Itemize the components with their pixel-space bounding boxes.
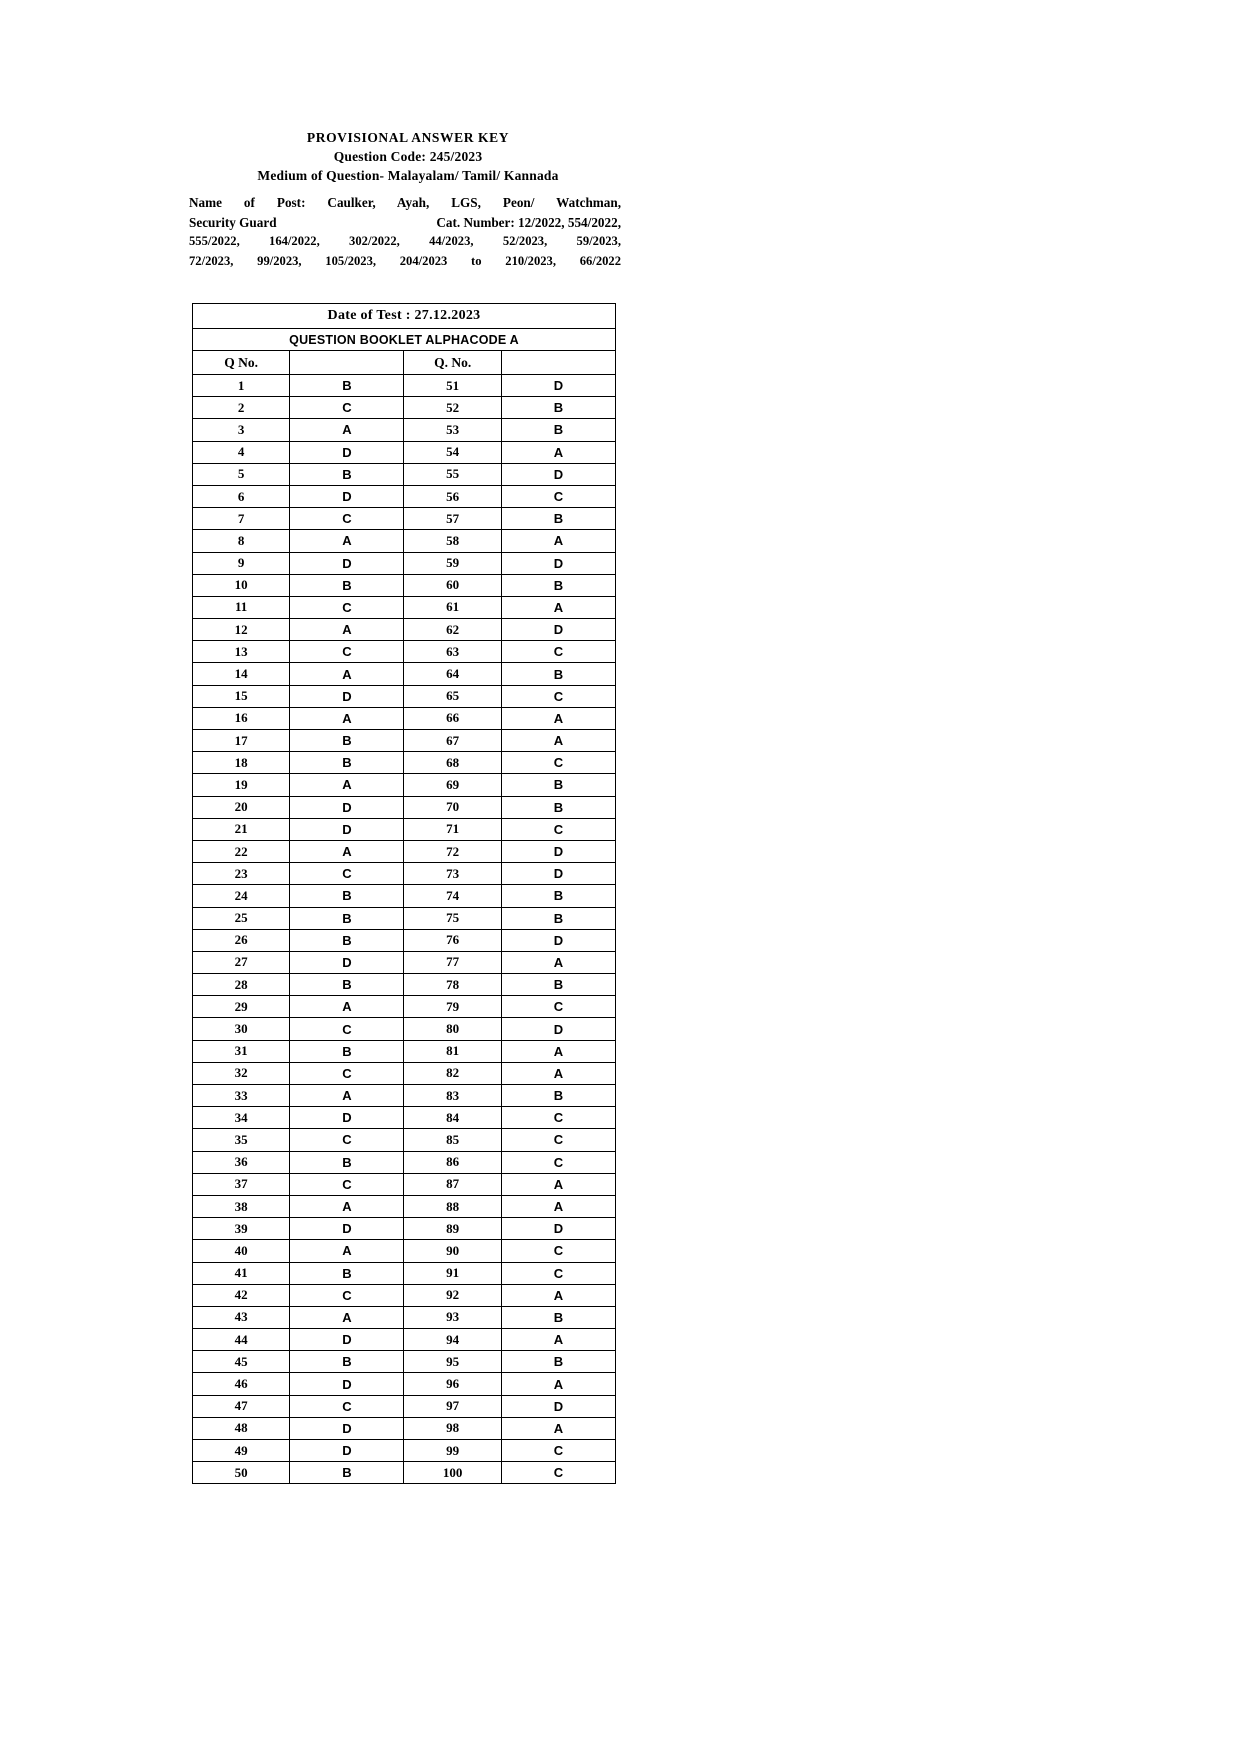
cell-left-answer: C	[290, 1284, 404, 1306]
cell-right-answer: C	[501, 818, 615, 840]
table-row	[193, 730, 616, 752]
cell-right-qno: 68	[404, 752, 501, 774]
cell-right-qno: 58	[404, 530, 501, 552]
table-row	[193, 463, 616, 485]
cell-right-qno: 63	[404, 641, 501, 663]
cell-left-qno: 18	[193, 752, 290, 774]
cell-right-answer: C	[501, 685, 615, 707]
table-row	[193, 1173, 616, 1195]
cell-right-qno: 55	[404, 463, 501, 485]
header-right-qno: Q. No.	[404, 351, 501, 375]
cell-right-qno: 93	[404, 1306, 501, 1328]
cell-right-answer: B	[501, 397, 615, 419]
cell-right-qno: 57	[404, 508, 501, 530]
cell-left-answer: D	[290, 552, 404, 574]
cell-right-answer: A	[501, 1195, 615, 1217]
cell-right-answer: A	[501, 596, 615, 618]
cell-left-qno: 4	[193, 441, 290, 463]
cell-left-qno: 50	[193, 1462, 290, 1484]
cell-right-qno: 91	[404, 1262, 501, 1284]
cell-right-answer: D	[501, 375, 615, 397]
cell-right-qno: 100	[404, 1462, 501, 1484]
table-row	[193, 907, 616, 929]
cell-right-qno: 88	[404, 1195, 501, 1217]
cell-right-qno: 96	[404, 1373, 501, 1395]
medium-of-question-line: Medium of Question- Malayalam/ Tamil/ Kannada	[257, 168, 559, 183]
cell-left-answer: D	[290, 1329, 404, 1351]
cell-right-qno: 82	[404, 1062, 501, 1084]
post-info-block	[189, 193, 621, 271]
cell-right-answer: D	[501, 619, 615, 641]
cell-right-qno: 54	[404, 441, 501, 463]
cell-left-qno: 35	[193, 1129, 290, 1151]
cell-left-answer: C	[290, 863, 404, 885]
table-row	[193, 929, 616, 951]
cell-left-qno: 26	[193, 929, 290, 951]
cell-left-qno: 43	[193, 1306, 290, 1328]
cell-right-qno: 59	[404, 552, 501, 574]
table-row	[193, 530, 616, 552]
table-row	[193, 1284, 616, 1306]
cell-right-answer: D	[501, 1018, 615, 1040]
cell-left-answer: D	[290, 796, 404, 818]
cell-right-qno: 67	[404, 730, 501, 752]
cell-right-answer: C	[501, 1240, 615, 1262]
table-row	[193, 796, 616, 818]
cat-number-continuation-line-2: 72/2023, 99/2023, 105/2023, 204/2023 to 210/2023, 66/2022	[189, 253, 621, 268]
cell-right-answer: B	[501, 419, 615, 441]
cell-right-answer: B	[501, 1085, 615, 1107]
cell-right-answer: C	[501, 752, 615, 774]
date-of-test-cell: Date of Test : 27.12.2023	[193, 304, 616, 329]
cell-left-qno: 41	[193, 1262, 290, 1284]
table-row	[193, 1040, 616, 1062]
cell-right-qno: 89	[404, 1218, 501, 1240]
cell-left-qno: 21	[193, 818, 290, 840]
cell-left-answer: B	[290, 1351, 404, 1373]
cell-right-answer: C	[501, 1440, 615, 1462]
cell-left-answer: A	[290, 1195, 404, 1217]
cell-left-answer: B	[290, 463, 404, 485]
cell-left-qno: 15	[193, 685, 290, 707]
cell-left-qno: 24	[193, 885, 290, 907]
cell-left-qno: 49	[193, 1440, 290, 1462]
cell-right-qno: 72	[404, 840, 501, 862]
cell-left-qno: 13	[193, 641, 290, 663]
name-of-post-line: Name of Post: Caulker, Ayah, LGS, Peon/ Watchman,	[189, 195, 621, 210]
cell-left-qno: 17	[193, 730, 290, 752]
cell-left-answer: C	[290, 596, 404, 618]
table-row	[193, 552, 616, 574]
cell-right-answer: C	[501, 1462, 615, 1484]
cell-right-answer: A	[501, 1329, 615, 1351]
answer-key-table	[192, 303, 616, 1484]
cell-left-qno: 27	[193, 951, 290, 973]
header-left-qno: Q No.	[193, 351, 290, 375]
cell-left-answer: A	[290, 663, 404, 685]
cell-left-qno: 8	[193, 530, 290, 552]
cell-left-qno: 44	[193, 1329, 290, 1351]
cell-left-answer: C	[290, 397, 404, 419]
cell-left-answer: B	[290, 752, 404, 774]
table-row	[193, 752, 616, 774]
table-row	[193, 1129, 616, 1151]
cell-left-qno: 42	[193, 1284, 290, 1306]
table-row	[193, 619, 616, 641]
cell-right-qno: 73	[404, 863, 501, 885]
cell-left-qno: 48	[193, 1417, 290, 1439]
table-row	[193, 574, 616, 596]
cell-left-answer: C	[290, 508, 404, 530]
cell-right-answer: C	[501, 996, 615, 1018]
cell-left-qno: 16	[193, 707, 290, 729]
cell-left-qno: 34	[193, 1107, 290, 1129]
cell-right-qno: 65	[404, 685, 501, 707]
cell-left-answer: D	[290, 1107, 404, 1129]
cell-right-answer: A	[501, 951, 615, 973]
cell-left-answer: B	[290, 574, 404, 596]
cell-left-qno: 29	[193, 996, 290, 1018]
table-row	[193, 1262, 616, 1284]
cell-left-answer: C	[290, 1395, 404, 1417]
cell-right-qno: 56	[404, 485, 501, 507]
security-guard-cat-number-line	[189, 213, 621, 233]
cell-left-qno: 19	[193, 774, 290, 796]
cell-right-qno: 90	[404, 1240, 501, 1262]
cell-right-answer: A	[501, 1373, 615, 1395]
cell-left-answer: B	[290, 885, 404, 907]
table-row	[193, 974, 616, 996]
cell-right-answer: B	[501, 508, 615, 530]
cell-right-qno: 51	[404, 375, 501, 397]
table-row	[193, 1329, 616, 1351]
cell-left-answer: A	[290, 707, 404, 729]
cell-left-qno: 1	[193, 375, 290, 397]
cell-right-qno: 52	[404, 397, 501, 419]
cell-left-answer: B	[290, 1151, 404, 1173]
cell-left-answer: A	[290, 1085, 404, 1107]
cell-left-answer: D	[290, 441, 404, 463]
cell-right-qno: 95	[404, 1351, 501, 1373]
cell-right-qno: 84	[404, 1107, 501, 1129]
cell-left-answer: C	[290, 1173, 404, 1195]
cell-right-answer: D	[501, 1218, 615, 1240]
table-row	[193, 508, 616, 530]
cell-right-answer: A	[501, 1173, 615, 1195]
table-row	[193, 1107, 616, 1129]
table-row-header	[193, 351, 616, 375]
table-row	[193, 1306, 616, 1328]
cell-left-qno: 45	[193, 1351, 290, 1373]
table-row	[193, 1417, 616, 1439]
cell-right-answer: B	[501, 907, 615, 929]
cell-right-answer: C	[501, 485, 615, 507]
cell-right-answer: B	[501, 974, 615, 996]
cell-right-qno: 76	[404, 929, 501, 951]
alphacode-cell: QUESTION BOOKLET ALPHACODE A	[193, 329, 616, 351]
cell-right-qno: 75	[404, 907, 501, 929]
table-row	[193, 485, 616, 507]
cell-left-qno: 25	[193, 907, 290, 929]
cell-right-qno: 70	[404, 796, 501, 818]
cell-right-answer: C	[501, 641, 615, 663]
cell-left-answer: A	[290, 1306, 404, 1328]
cell-right-answer: D	[501, 929, 615, 951]
security-guard-label: Security Guard	[189, 214, 277, 230]
table-row	[193, 596, 616, 618]
cell-left-qno: 39	[193, 1218, 290, 1240]
cell-left-answer: C	[290, 1018, 404, 1040]
cell-left-answer: D	[290, 685, 404, 707]
cell-right-answer: D	[501, 1395, 615, 1417]
cell-right-answer: A	[501, 1062, 615, 1084]
cell-right-answer: B	[501, 1351, 615, 1373]
cat-number-continuation-line-1: 555/2022, 164/2022, 302/2022, 44/2023, 52/2023, 59/2023,	[189, 234, 621, 248]
cell-right-answer: D	[501, 463, 615, 485]
table-row-alphacode	[193, 329, 616, 351]
cell-right-answer: D	[501, 863, 615, 885]
cell-left-answer: B	[290, 730, 404, 752]
cell-right-qno: 77	[404, 951, 501, 973]
cell-left-answer: A	[290, 774, 404, 796]
cell-right-qno: 83	[404, 1085, 501, 1107]
cell-right-answer: B	[501, 774, 615, 796]
table-row	[193, 641, 616, 663]
cell-left-answer: B	[290, 929, 404, 951]
cell-left-answer: C	[290, 641, 404, 663]
cell-right-qno: 81	[404, 1040, 501, 1062]
cell-left-qno: 6	[193, 485, 290, 507]
table-row	[193, 663, 616, 685]
cell-left-qno: 23	[193, 863, 290, 885]
cell-right-qno: 62	[404, 619, 501, 641]
cell-right-answer: A	[501, 707, 615, 729]
document-title-block	[188, 128, 628, 185]
cell-left-qno: 2	[193, 397, 290, 419]
cell-left-answer: B	[290, 1262, 404, 1284]
cell-right-qno: 80	[404, 1018, 501, 1040]
cell-right-answer: D	[501, 552, 615, 574]
cell-right-answer: B	[501, 796, 615, 818]
table-row	[193, 1240, 616, 1262]
table-row	[193, 885, 616, 907]
cell-right-qno: 99	[404, 1440, 501, 1462]
cell-right-qno: 64	[404, 663, 501, 685]
table-row	[193, 441, 616, 463]
cell-right-answer: A	[501, 1040, 615, 1062]
cell-left-qno: 33	[193, 1085, 290, 1107]
cell-right-qno: 87	[404, 1173, 501, 1195]
cell-left-qno: 7	[193, 508, 290, 530]
cell-left-answer: A	[290, 530, 404, 552]
cat-number-label: Cat. Number: 12/2022, 554/2022,	[436, 214, 621, 230]
cell-left-qno: 3	[193, 419, 290, 441]
cell-right-answer: B	[501, 885, 615, 907]
cell-left-answer: D	[290, 818, 404, 840]
cell-right-qno: 94	[404, 1329, 501, 1351]
cell-right-qno: 74	[404, 885, 501, 907]
table-row	[193, 419, 616, 441]
cell-left-qno: 47	[193, 1395, 290, 1417]
cell-left-qno: 14	[193, 663, 290, 685]
cell-right-qno: 60	[404, 574, 501, 596]
cell-left-qno: 11	[193, 596, 290, 618]
table-row	[193, 1151, 616, 1173]
table-row	[193, 1218, 616, 1240]
cell-left-qno: 37	[193, 1173, 290, 1195]
cell-left-qno: 28	[193, 974, 290, 996]
table-row	[193, 774, 616, 796]
table-row	[193, 840, 616, 862]
cell-right-qno: 92	[404, 1284, 501, 1306]
table-row	[193, 1440, 616, 1462]
cell-left-qno: 40	[193, 1240, 290, 1262]
cell-left-answer: D	[290, 1373, 404, 1395]
table-row	[193, 375, 616, 397]
cell-right-qno: 78	[404, 974, 501, 996]
table-row	[193, 685, 616, 707]
cell-left-qno: 36	[193, 1151, 290, 1173]
cell-right-answer: A	[501, 441, 615, 463]
cell-left-qno: 5	[193, 463, 290, 485]
table-row	[193, 1062, 616, 1084]
cell-right-qno: 86	[404, 1151, 501, 1173]
table-row	[193, 1462, 616, 1484]
cell-right-answer: C	[501, 1262, 615, 1284]
header-right-answer	[501, 351, 615, 375]
cell-left-qno: 20	[193, 796, 290, 818]
cell-left-answer: D	[290, 1440, 404, 1462]
table-row	[193, 1351, 616, 1373]
cell-left-qno: 12	[193, 619, 290, 641]
cell-right-qno: 97	[404, 1395, 501, 1417]
table-row	[193, 1395, 616, 1417]
cell-right-answer: A	[501, 730, 615, 752]
cell-left-answer: C	[290, 1062, 404, 1084]
cell-left-answer: B	[290, 375, 404, 397]
cell-left-qno: 30	[193, 1018, 290, 1040]
cell-left-answer: B	[290, 1040, 404, 1062]
table-row	[193, 1085, 616, 1107]
cell-left-qno: 22	[193, 840, 290, 862]
cell-left-qno: 31	[193, 1040, 290, 1062]
cell-right-qno: 85	[404, 1129, 501, 1151]
cell-left-answer: D	[290, 1417, 404, 1439]
cell-right-answer: B	[501, 574, 615, 596]
cell-left-answer: B	[290, 974, 404, 996]
cell-right-qno: 71	[404, 818, 501, 840]
cell-right-answer: A	[501, 1417, 615, 1439]
table-row	[193, 996, 616, 1018]
cell-right-qno: 98	[404, 1417, 501, 1439]
table-row	[193, 1195, 616, 1217]
cell-left-answer: D	[290, 485, 404, 507]
cell-right-qno: 69	[404, 774, 501, 796]
table-row	[193, 863, 616, 885]
cell-left-qno: 32	[193, 1062, 290, 1084]
cell-right-answer: A	[501, 530, 615, 552]
cell-left-qno: 10	[193, 574, 290, 596]
table-row	[193, 397, 616, 419]
cell-left-answer: D	[290, 1218, 404, 1240]
header-left-answer	[290, 351, 404, 375]
cell-right-answer: A	[501, 1284, 615, 1306]
cell-right-answer: C	[501, 1129, 615, 1151]
table-row	[193, 951, 616, 973]
cell-left-answer: A	[290, 419, 404, 441]
cell-right-answer: B	[501, 663, 615, 685]
cell-right-qno: 66	[404, 707, 501, 729]
cell-left-answer: C	[290, 1129, 404, 1151]
cell-left-answer: D	[290, 951, 404, 973]
cell-left-qno: 9	[193, 552, 290, 574]
page-title: PROVISIONAL ANSWER KEY	[306, 130, 510, 145]
cell-right-answer: B	[501, 1306, 615, 1328]
cell-left-answer: B	[290, 907, 404, 929]
cell-right-answer: C	[501, 1151, 615, 1173]
table-row	[193, 818, 616, 840]
cell-right-answer: C	[501, 1107, 615, 1129]
cell-left-answer: A	[290, 619, 404, 641]
cell-right-answer: D	[501, 840, 615, 862]
table-row-date	[193, 304, 616, 329]
cell-left-answer: A	[290, 1240, 404, 1262]
cell-left-answer: A	[290, 840, 404, 862]
table-row	[193, 707, 616, 729]
question-code-line: Question Code: 245/2023	[333, 149, 483, 164]
cell-right-qno: 79	[404, 996, 501, 1018]
cell-right-qno: 61	[404, 596, 501, 618]
cell-left-answer: B	[290, 1462, 404, 1484]
cell-left-qno: 46	[193, 1373, 290, 1395]
table-row	[193, 1373, 616, 1395]
cell-left-qno: 38	[193, 1195, 290, 1217]
cell-right-qno: 53	[404, 419, 501, 441]
cell-left-answer: A	[290, 996, 404, 1018]
table-row	[193, 1018, 616, 1040]
